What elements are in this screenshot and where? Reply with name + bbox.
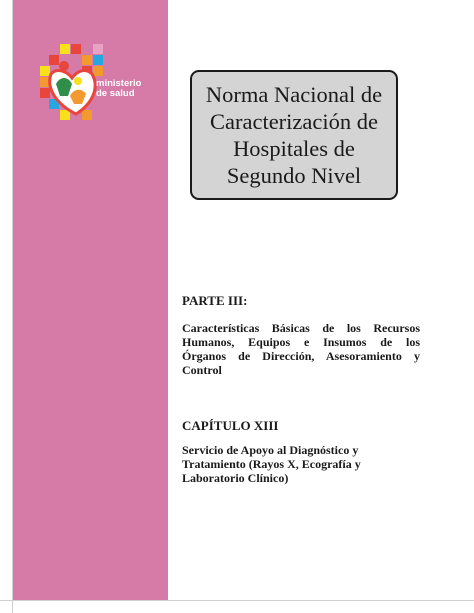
- title-line: Segundo Nivel: [226, 163, 362, 188]
- title-line: Norma Nacional de: [205, 82, 383, 107]
- chapter-description: [182, 443, 420, 485]
- chapter-description-line: Servicio de Apoyo al Diagnóstico y: [182, 443, 359, 457]
- chapter-description-line: Laboratorio Clínico): [182, 471, 289, 485]
- logo-wordmark: [96, 79, 141, 99]
- part-description-line: Control: [182, 363, 222, 377]
- page-edge-line-horizontal: [0, 600, 474, 601]
- part-description: [182, 321, 420, 377]
- title-line: Hospitales de: [233, 136, 355, 161]
- chapter-description-line: Tratamiento (Rayos X, Ecografía y: [182, 457, 361, 471]
- document-title: [206, 81, 382, 189]
- part-description-line: Órganos de Dirección, Asesoramiento y: [182, 349, 420, 363]
- chapter-heading: CAPÍTULO XIII: [182, 418, 279, 433]
- title-line: Caracterización de: [209, 109, 378, 134]
- part-heading: PARTE III:: [182, 293, 248, 308]
- logo-line-2: de salud: [96, 88, 135, 99]
- part-description-line: Humanos, Equipos e Insumos de los: [182, 335, 420, 349]
- document-title-box: [190, 70, 398, 200]
- logo-line-1: ministerio: [96, 78, 142, 89]
- page-edge-line-vertical: [12, 0, 13, 613]
- part-description-line: Características Básicas de los Recursos: [182, 321, 420, 335]
